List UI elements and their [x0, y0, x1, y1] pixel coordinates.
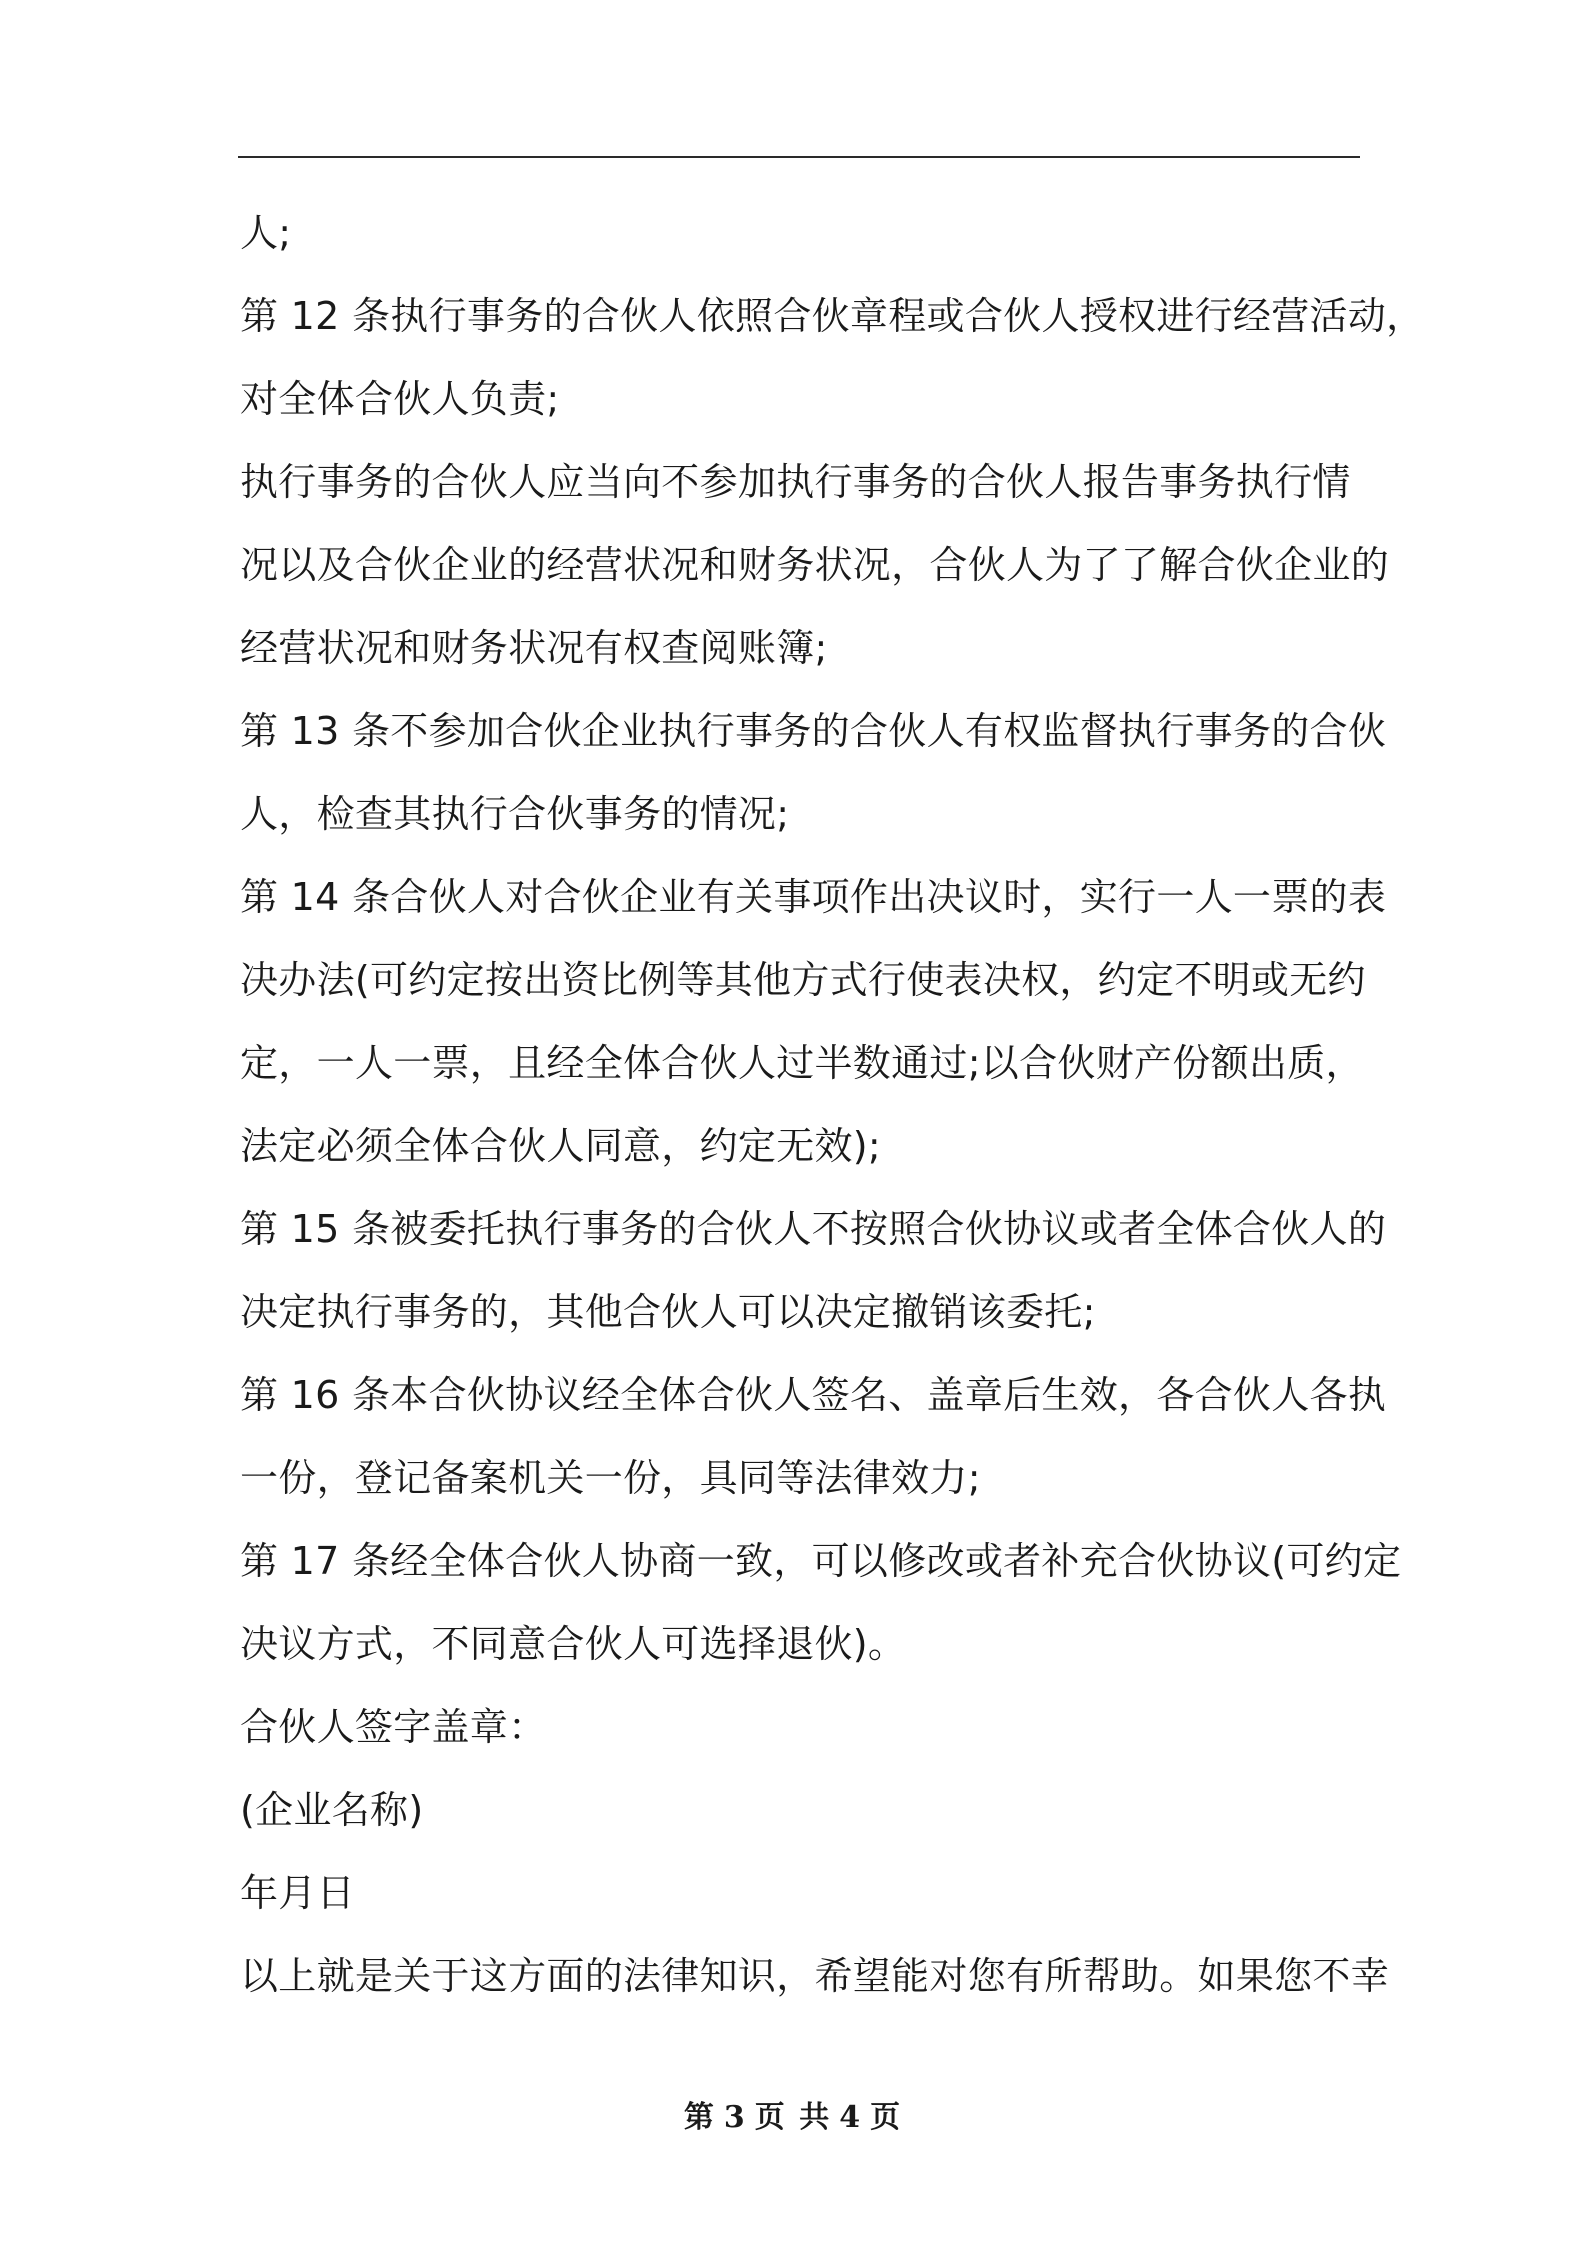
text-line: 法定必须全体合伙人同意，约定无效);	[240, 1124, 882, 1168]
text-line: 执行事务的合伙人应当向不参加执行事务的合伙人报告事务执行情	[240, 460, 1351, 504]
footer-middle: 页 共	[754, 2100, 832, 2135]
text-line: 第 16 条本合伙协议经全体合伙人签名、盖章后生效，各合伙人各执	[240, 1373, 1387, 1417]
text-line: 人;	[240, 211, 292, 255]
text-line: 况以及合伙企业的经营状况和财务状况，合伙人为了了解合伙企业的	[240, 543, 1390, 587]
text-line: 第 15 条被委托执行事务的合伙人不按照合伙协议或者全体合伙人的	[240, 1207, 1387, 1251]
footer-suffix: 页	[870, 2100, 903, 2135]
text-line: 经营状况和财务状况有权查阅账簿;	[240, 626, 828, 670]
header-rule	[238, 156, 1360, 158]
text-line: 第 12 条执行事务的合伙人依照合伙章程或合伙人授权进行经营活动，	[240, 294, 1425, 338]
text-line: 一份，登记备案机关一份，具同等法律效力;	[240, 1456, 981, 1500]
text-line: 人，检查其执行合伙事务的情况;	[240, 792, 790, 836]
text-line: 决定执行事务的，其他合伙人可以决定撤销该委托;	[240, 1290, 1096, 1334]
text-line: 合伙人签字盖章：	[240, 1705, 547, 1749]
current-page-number: 3	[723, 2100, 747, 2135]
text-line: 决办法(可约定按出资比例等其他方式行使表决权，约定不明或无约	[240, 958, 1366, 1002]
total-pages-number: 4	[839, 2100, 863, 2135]
text-line: 第 13 条不参加合伙企业执行事务的合伙人有权监督执行事务的合伙	[240, 709, 1387, 753]
text-line: 第 17 条经全体合伙人协商一致，可以修改或者补充合伙协议(可约定	[240, 1539, 1402, 1583]
text-line: (企业名称)	[240, 1788, 424, 1832]
footer-prefix: 第	[683, 2100, 716, 2135]
text-line: 第 14 条合伙人对合伙企业有关事项作出决议时，实行一人一票的表	[240, 875, 1387, 919]
text-line: 以上就是关于这方面的法律知识，希望能对您有所帮助。如果您不幸	[240, 1954, 1390, 1998]
document-body	[240, 192, 1425, 2018]
text-line: 定，一人一票，且经全体合伙人过半数通过;以合伙财产份额出质，	[240, 1041, 1364, 1085]
text-line: 对全体合伙人负责;	[240, 377, 560, 421]
page-footer	[0, 2092, 1586, 2136]
text-line: 决议方式，不同意合伙人可选择退伙)。	[240, 1622, 907, 1666]
text-line: 年月日	[240, 1871, 355, 1915]
